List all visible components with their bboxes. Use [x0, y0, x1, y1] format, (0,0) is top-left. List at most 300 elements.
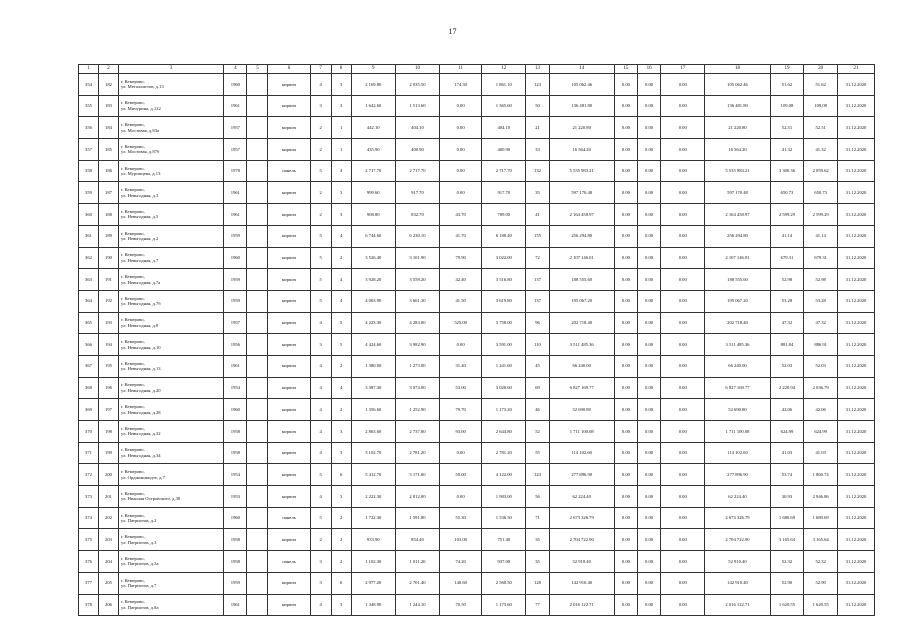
table-cell: 0.00 — [637, 312, 660, 334]
table-cell: 0.00 — [637, 355, 660, 377]
table-cell — [247, 160, 268, 182]
table-cell: 3 526.40 — [351, 247, 395, 269]
table-cell: 2 — [310, 117, 331, 139]
address-cell — [119, 464, 224, 486]
table-cell: 5 — [310, 290, 331, 312]
table-cell: 0.00 — [661, 225, 705, 247]
table-cell: 4 — [310, 421, 331, 443]
table-cell: 4 223.30 — [351, 312, 395, 334]
table-cell: 31.12.2020 — [838, 399, 875, 421]
table-cell: 35 — [526, 529, 549, 551]
table-cell: 0.00 — [637, 551, 660, 573]
table-cell: 41.70 — [440, 225, 482, 247]
table-cell: 53.28 — [770, 290, 804, 312]
table-cell: 1959 — [224, 290, 247, 312]
table-cell — [247, 139, 268, 161]
table-cell: 404.10 — [482, 117, 526, 139]
table-cell: кирпич — [268, 464, 310, 486]
address-cell — [119, 225, 224, 247]
table-cell: 51.62 — [804, 74, 838, 96]
table-cell: 183 — [99, 95, 119, 117]
table-cell: 0.00 — [440, 117, 482, 139]
table-cell: 31.12.2020 — [838, 312, 875, 334]
address-line: ул. Невьгодная, д.32 — [121, 431, 161, 437]
table-cell: 31.40 — [440, 355, 482, 377]
table-cell: 3 — [331, 182, 351, 204]
table-cell: 52.98 — [804, 269, 838, 291]
table-cell — [247, 594, 268, 616]
table-cell: 2 — [331, 551, 351, 573]
table-cell: 0.00 — [614, 377, 637, 399]
table-cell: 1954 — [224, 377, 247, 399]
address-line: ул. Невьгодная, д.7а — [121, 279, 161, 285]
table-cell: 0.00 — [637, 486, 660, 508]
table-cell: 1 365.60 — [482, 95, 526, 117]
table-cell: 0.00 — [614, 421, 637, 443]
table-cell: 1 173.60 — [482, 594, 526, 616]
table-cell: кирпич — [268, 421, 310, 443]
address-line: г. Кемерово, — [121, 187, 145, 193]
table-cell: 132 — [526, 160, 549, 182]
table-cell: 0.00 — [614, 551, 637, 573]
table-cell: 0.00 — [614, 225, 637, 247]
table-cell: 96 — [526, 312, 549, 334]
table-cell: 55 — [526, 442, 549, 464]
table-cell: 4 — [310, 377, 331, 399]
table-cell: 364 — [79, 290, 99, 312]
table-cell: 0.00 — [661, 334, 705, 356]
table-cell: 357 — [79, 139, 99, 161]
table-cell: 0.00 — [661, 182, 705, 204]
table-cell: 2 164 458.97 — [705, 204, 770, 226]
table-cell: 0.00 — [637, 442, 660, 464]
table-row — [79, 399, 875, 421]
table-row — [79, 572, 875, 594]
table-cell: 2 946.86 — [804, 486, 838, 508]
table-cell: 0.00 — [661, 507, 705, 529]
table-cell: 31.12.2020 — [838, 204, 875, 226]
table-cell: 79.90 — [440, 247, 482, 269]
table-cell: 0.00 — [614, 290, 637, 312]
table-cell: 50.00 — [440, 464, 482, 486]
address-cell — [119, 486, 224, 508]
table-cell: 142 910.40 — [705, 572, 770, 594]
table-cell: 3 387.30 — [351, 377, 395, 399]
table-cell: 52.32 — [804, 551, 838, 573]
table-cell: 136 481.80 — [549, 95, 614, 117]
table-cell: 4 — [331, 160, 351, 182]
table-cell: 52 690.80 — [705, 399, 770, 421]
table-cell: 184 — [99, 117, 119, 139]
table-cell: 3 300.36 — [770, 160, 804, 182]
table-cell: 525.00 — [440, 312, 482, 334]
table-cell: 52.51 — [804, 117, 838, 139]
table-cell: 1 861.10 — [482, 74, 526, 96]
address-cell — [119, 594, 224, 616]
table-row — [79, 377, 875, 399]
table-cell: 4 — [331, 290, 351, 312]
table-cell: 0.00 — [614, 507, 637, 529]
table-cell: 71 — [526, 507, 549, 529]
table-cell: 52.03 — [770, 355, 804, 377]
table-cell: 114 102.60 — [549, 442, 614, 464]
table-cell: 1960 — [224, 74, 247, 96]
table-cell: 1953 — [224, 486, 247, 508]
table-cell: 0.00 — [614, 204, 637, 226]
table-cell: 2 977.20 — [351, 572, 395, 594]
table-cell: 6 744.60 — [351, 225, 395, 247]
address-line: ул. Невьгодная, д.8 — [121, 322, 159, 328]
table-cell: 0.00 — [637, 594, 660, 616]
column-header: 13 — [526, 65, 549, 74]
table-cell: 4 — [310, 594, 331, 616]
column-header: 11 — [440, 65, 482, 74]
address-line: г. Кемерово, — [121, 447, 145, 453]
table-cell: 3 982.90 — [395, 334, 439, 356]
address-line: ул. Невьгодная, д.10 — [121, 344, 161, 350]
table-cell: 6 230.10 — [395, 225, 439, 247]
table-cell: 373 — [79, 486, 99, 508]
table-cell: 4 — [331, 377, 351, 399]
column-header: 17 — [661, 65, 705, 74]
table-cell: 31.12.2020 — [838, 421, 875, 443]
table-cell: 3 — [331, 594, 351, 616]
address-cell — [119, 334, 224, 356]
table-cell: 360 — [79, 204, 99, 226]
address-cell — [119, 204, 224, 226]
table-cell: 3 165.64 — [770, 529, 804, 551]
table-row — [79, 225, 875, 247]
table-cell: кирпич — [268, 117, 310, 139]
table-row — [79, 442, 875, 464]
table-cell: 0.00 — [440, 334, 482, 356]
table-cell: 62 224.40 — [705, 486, 770, 508]
table-cell: 679.31 — [770, 247, 804, 269]
table-cell: 42.40 — [440, 269, 482, 291]
table-cell: 53.28 — [804, 290, 838, 312]
table-cell: 2 — [331, 247, 351, 269]
table-cell: 2 599.29 — [770, 204, 804, 226]
column-header: 21 — [838, 65, 875, 74]
table-cell: 1 722.30 — [351, 507, 395, 529]
table-cell: 0.00 — [440, 182, 482, 204]
table-cell: 4 — [310, 399, 331, 421]
address-line: ул. Патриотов, д.3 — [121, 539, 157, 545]
table-cell: 1961 — [224, 182, 247, 204]
table-cell: 1 711 100.08 — [705, 421, 770, 443]
table-cell: 0.00 — [614, 355, 637, 377]
table-cell: 5 412.70 — [351, 464, 395, 486]
table-cell: 2 717.70 — [482, 160, 526, 182]
column-header: 12 — [482, 65, 526, 74]
table-cell: кирпич — [268, 74, 310, 96]
table-cell: 47.32 — [804, 312, 838, 334]
table-cell: 21 — [526, 117, 549, 139]
table-cell: 4 — [310, 74, 331, 96]
address-line: ул. Орджоникидзе, д.7 — [121, 474, 165, 480]
table-cell: 917.70 — [482, 182, 526, 204]
table-cell — [247, 464, 268, 486]
table-cell: 182 — [99, 74, 119, 96]
table-row — [79, 334, 875, 356]
table-row — [79, 247, 875, 269]
table-cell: кирпич — [268, 442, 310, 464]
address-line: ул. Мостовая, д.83а — [121, 127, 160, 133]
address-line: ул. Невьгодная, д.7б — [121, 301, 161, 307]
table-cell: 174.30 — [440, 74, 482, 96]
address-line: г. Кемерово, — [121, 469, 145, 475]
table-cell: 31.12.2020 — [838, 74, 875, 96]
table-cell: 0.00 — [614, 95, 637, 117]
table-cell: 3 — [310, 95, 331, 117]
table-cell: 5 535 983.21 — [705, 160, 770, 182]
table-cell: 52.32 — [770, 551, 804, 573]
table-cell: 93.00 — [440, 421, 482, 443]
table-row — [79, 464, 875, 486]
table-cell: 66 240.00 — [549, 355, 614, 377]
table-cell: 5 — [331, 312, 351, 334]
table-cell: 3 — [331, 74, 351, 96]
table-row — [79, 551, 875, 573]
table-cell: 2 737.80 — [395, 421, 439, 443]
table-cell: 2 107 146.01 — [549, 247, 614, 269]
table-cell: 0.00 — [661, 139, 705, 161]
table-cell: кирпич — [268, 312, 310, 334]
table-cell: 0.00 — [614, 464, 637, 486]
table-cell: 50 — [526, 95, 549, 117]
table-cell: 190 — [99, 247, 119, 269]
table-cell: 3 516.80 — [482, 269, 526, 291]
column-header: 1 — [79, 65, 99, 74]
table-cell — [247, 247, 268, 269]
table-row — [79, 507, 875, 529]
table-cell: 624.99 — [770, 421, 804, 443]
table-cell: 142 910.40 — [549, 572, 614, 594]
table-row — [79, 160, 875, 182]
column-header: 15 — [614, 65, 637, 74]
address-cell — [119, 529, 224, 551]
table-cell: 3 — [331, 421, 351, 443]
address-line: ул. Невьгодная, д.34 — [121, 453, 161, 459]
table-cell: 0.00 — [440, 95, 482, 117]
table-cell: 5 — [310, 507, 331, 529]
address-cell — [119, 572, 224, 594]
table-cell — [247, 486, 268, 508]
table-cell: 72 — [526, 247, 549, 269]
table-cell: 1 011.20 — [395, 551, 439, 573]
table-cell: 378 — [79, 594, 99, 616]
table-cell: 354 — [79, 74, 99, 96]
table-cell: 2 — [331, 507, 351, 529]
table-cell: 370 — [79, 421, 99, 443]
table-cell: 52.98 — [770, 269, 804, 291]
table-cell: 597 170.48 — [549, 182, 614, 204]
table-cell: 0.00 — [637, 290, 660, 312]
table-cell: 2 107 146.01 — [705, 247, 770, 269]
table-cell: 3 — [331, 442, 351, 464]
table-cell: 31.12.2020 — [838, 117, 875, 139]
table-cell: 52 — [526, 421, 549, 443]
table-cell: 52.90 — [804, 572, 838, 594]
table-cell: 198 — [99, 421, 119, 443]
table-cell: 6 827 169.77 — [705, 377, 770, 399]
table-cell: 2 — [331, 399, 351, 421]
table-cell: 0.00 — [637, 464, 660, 486]
table-cell: 31.12.2020 — [838, 377, 875, 399]
table-cell: 2 016 122.71 — [705, 594, 770, 616]
table-cell: 2 717.70 — [351, 160, 395, 182]
table-cell: 1 173.20 — [482, 399, 526, 421]
table-cell: 42.06 — [804, 399, 838, 421]
table-cell: 0.00 — [614, 269, 637, 291]
table-cell: панель — [268, 551, 310, 573]
table-cell: 3 — [331, 204, 351, 226]
table-cell: 1960 — [224, 247, 247, 269]
table-cell: 1 241.60 — [482, 355, 526, 377]
table-cell: 362 — [79, 247, 99, 269]
table-cell: 0.00 — [661, 117, 705, 139]
table-cell: 79.70 — [440, 399, 482, 421]
table-cell: 204 — [99, 551, 119, 573]
table-cell: 114 102.60 — [705, 442, 770, 464]
table-cell: 0.00 — [614, 139, 637, 161]
column-header: 4 — [224, 65, 247, 74]
table-cell: 0.00 — [440, 442, 482, 464]
table-cell: 2 781.20 — [395, 442, 439, 464]
table-cell — [247, 507, 268, 529]
table-cell: 404.10 — [395, 117, 439, 139]
address-line: ул. Невьгодная, д.5 — [121, 214, 159, 220]
table-cell: 192 — [99, 290, 119, 312]
table-cell: 2 035.50 — [395, 74, 439, 96]
table-cell — [247, 421, 268, 443]
address-cell — [119, 95, 224, 117]
table-cell: 2 673 326.79 — [549, 507, 614, 529]
table-cell: 2 036.79 — [804, 377, 838, 399]
table-cell: 47.32 — [770, 312, 804, 334]
table-cell: 1958 — [224, 442, 247, 464]
table-cell — [247, 551, 268, 573]
table-cell: 31.12.2020 — [838, 160, 875, 182]
table-cell: 1960 — [224, 399, 247, 421]
table-cell: 0.00 — [637, 377, 660, 399]
table-row — [79, 529, 875, 551]
table-cell: 0.00 — [661, 204, 705, 226]
table-cell: 277 896.90 — [705, 464, 770, 486]
table-cell: 0.00 — [637, 529, 660, 551]
table-cell: 3 758.00 — [482, 312, 526, 334]
table-cell: 2 599.29 — [804, 204, 838, 226]
table-cell: 4 — [331, 269, 351, 291]
table-cell: 31.12.2020 — [838, 551, 875, 573]
table-cell: 3 022.00 — [482, 247, 526, 269]
table-cell: 140.60 — [440, 572, 482, 594]
table-cell: 751.40 — [482, 529, 526, 551]
table-cell: кирпич — [268, 572, 310, 594]
table-cell: 201 — [99, 486, 119, 508]
table-cell: 41.03 — [770, 442, 804, 464]
table-cell: 366 — [79, 334, 99, 356]
table-cell: 188 — [99, 204, 119, 226]
table-cell: 2 — [310, 529, 331, 551]
table-cell: 372 — [79, 464, 99, 486]
table-cell: 185 — [99, 139, 119, 161]
address-line: ул. Невьгодная, д.7 — [121, 257, 159, 263]
table-cell: 0.00 — [614, 334, 637, 356]
table-cell: 0.00 — [637, 95, 660, 117]
table-cell: 0.00 — [614, 529, 637, 551]
table-row — [79, 74, 875, 96]
column-header: 16 — [637, 65, 660, 74]
table-cell: 0.00 — [614, 182, 637, 204]
table-cell — [247, 117, 268, 139]
table-cell: 46 — [526, 399, 549, 421]
table-cell: 2 012.00 — [395, 486, 439, 508]
table-cell: 110 — [526, 334, 549, 356]
column-header: 20 — [804, 65, 838, 74]
table-cell: 3 591.00 — [482, 334, 526, 356]
table-cell: кирпич — [268, 355, 310, 377]
table-cell: 109.08 — [770, 95, 804, 117]
table-cell: 6 — [331, 464, 351, 486]
table-cell: 624.99 — [804, 421, 838, 443]
table-cell: 371 — [79, 442, 99, 464]
table-cell: 368 — [79, 377, 99, 399]
table-cell: 0.00 — [614, 486, 637, 508]
table-cell: 2 701.40 — [395, 572, 439, 594]
table-cell: 2 — [310, 182, 331, 204]
table-cell: 365 — [79, 312, 99, 334]
table-cell: 0.00 — [614, 247, 637, 269]
table-cell: кирпич — [268, 204, 310, 226]
table-cell: 1 — [331, 139, 351, 161]
table-cell: 4 — [310, 442, 331, 464]
address-cell — [119, 377, 224, 399]
table-cell: 2 220.94 — [770, 377, 804, 399]
table-cell: 3 102.70 — [351, 442, 395, 464]
column-header: 19 — [770, 65, 804, 74]
table-cell: 0.00 — [637, 247, 660, 269]
table-cell: 1961 — [224, 594, 247, 616]
table-cell: 2 704 722.90 — [549, 529, 614, 551]
table-cell: 4 — [310, 486, 331, 508]
table-cell: 21 220.80 — [549, 117, 614, 139]
table-cell: 188 555.60 — [705, 269, 770, 291]
address-cell — [119, 551, 224, 573]
address-line: г. Кемерово, — [121, 252, 145, 258]
table-cell: 1961 — [224, 355, 247, 377]
table-cell: 31.12.2020 — [838, 247, 875, 269]
table-cell: 51.62 — [770, 74, 804, 96]
table-cell: 205 — [99, 572, 119, 594]
table-cell: 1954 — [224, 464, 247, 486]
column-header: 2 — [99, 65, 119, 74]
table-cell: кирпич — [268, 529, 310, 551]
table-cell: 0.00 — [661, 594, 705, 616]
address-cell — [119, 182, 224, 204]
table-cell: 195 067.20 — [705, 290, 770, 312]
table-cell: 31.12.2020 — [838, 442, 875, 464]
table-cell: 355 — [79, 95, 99, 117]
table-cell: 277 896.90 — [549, 464, 614, 486]
table-cell: кирпич — [268, 139, 310, 161]
table-cell: 52 910.40 — [705, 551, 770, 573]
table-cell: 1 244.10 — [395, 594, 439, 616]
address-line: г. Кемерово, — [121, 512, 145, 518]
address-line: г. Кемерово, — [121, 360, 145, 366]
table-cell: 5 — [310, 464, 331, 486]
table-cell: 4 — [310, 312, 331, 334]
